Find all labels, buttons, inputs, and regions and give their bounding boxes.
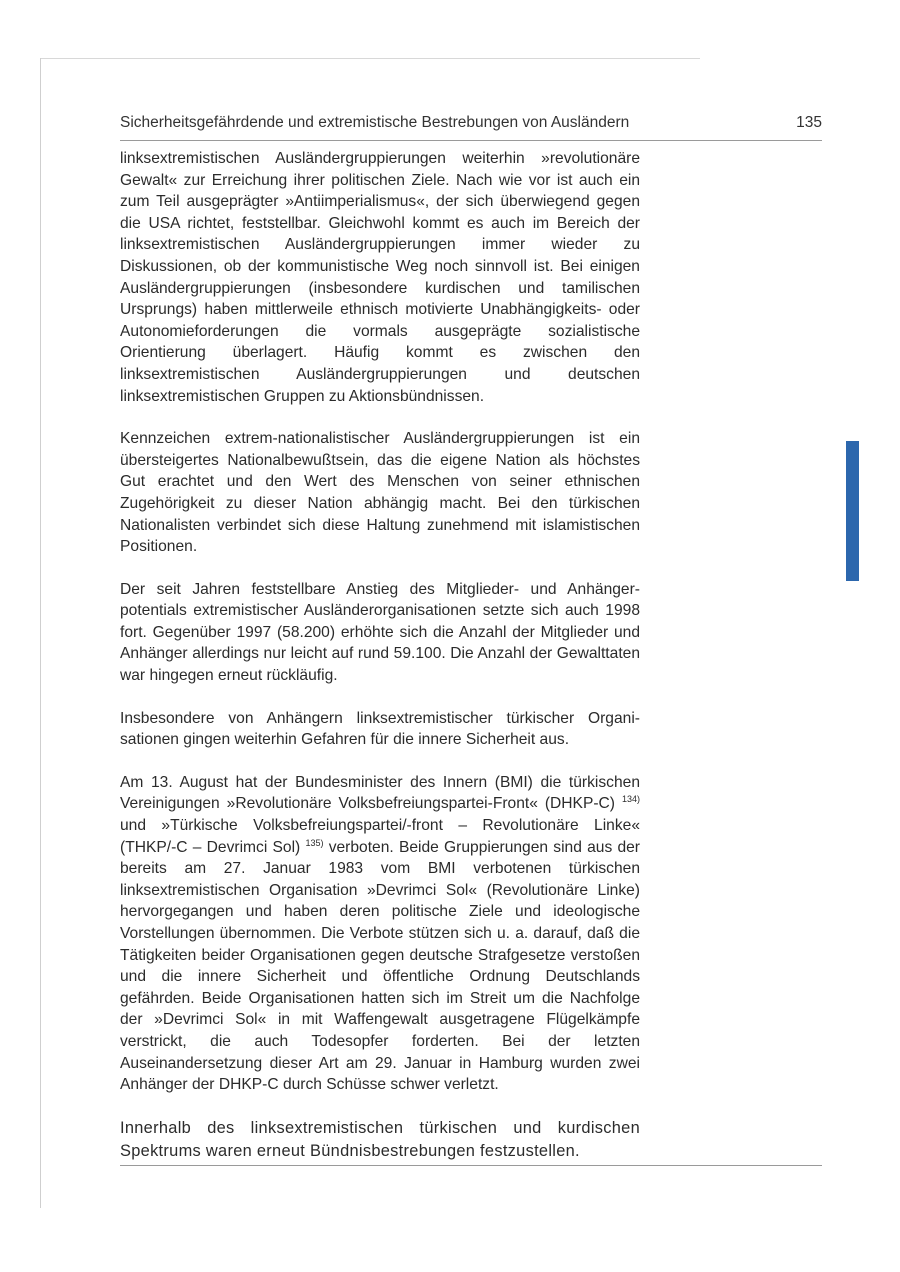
footnote-ref-134: 134) xyxy=(621,794,640,805)
paragraph-6: Innerhalb des linksextremistischen türkischen und kurdischen Spektrums waren erneut Bündnisbestrebungen festzustellen. xyxy=(120,1118,640,1160)
paragraph-5 xyxy=(120,772,640,1096)
header-rule xyxy=(120,140,822,141)
scan-edge-top xyxy=(40,58,700,59)
page-number: 135 xyxy=(796,114,822,131)
paragraph-5-text-b: und »Türkische Volksbefreiungspartei/-front – Revolutionäre Linke« (THKP/-C – Devrimci Sol) xyxy=(120,817,640,856)
paragraph-1: linksextremistischen Ausländergruppierungen weiterhin »revolutionäre Gewalt« zur Erreichung ihrer politischen Ziele. Nach wie vor ist auch ein zum Teil ausgeprägter »Antiimperialismus«, der sich überwiegend gegen die USA richtet, feststellbar. Gleichwohl kommt es auch im Bereich der linksextremistischen Ausländergruppierungen immer wieder zu Diskussionen, ob der kommunistische Weg noch sinnvoll ist. Bei einigen Ausländergruppierungen (insbesondere kurdischen und tamilischen Ursprungs) haben mittlerweile ethnisch motivierte Unabhängigkeits- oder Autonomieforderungen die vormals ausgeprägte sozialistische Orientierung überlagert. Häufig kommt es zwischen den linksextremistischen Ausländergruppierungen und deutschen linksextremistischen Gruppen zu Aktionsbündnissen. xyxy=(120,150,640,405)
footer-rule xyxy=(120,1165,822,1166)
body-text xyxy=(120,148,640,1184)
paragraph-4: Insbesondere von Anhängern linksextremistischer türkischer Organisationen gingen weiterhin Gefahren für die innere Sicherheit aus. xyxy=(120,709,640,749)
paragraph-3: Der seit Jahren feststellbare Anstieg des Mitglieder- und Anhängerpotentials extremistischer Ausländerorganisationen setzte sich auch 1998 fort. Gegenüber 1997 (58.200) erhöhte sich die Anzahl der Mitglieder und Anhänger allerdings nur leicht auf rund 59.100. Die Anzahl der Gewalttaten war hingegen erneut rückläufig. xyxy=(120,580,640,685)
paragraph-2: Kennzeichen extrem-nationalistischer Ausländergruppierungen ist ein übersteigertes Nationalbewußtsein, das die eigene Nation als höchstes Gut erachtet und den Wert des Menschen von seiner ethnischen Zugehörigkeit zu dieser Nation abhängig macht. Bei den türkischen Nationalisten verbindet sich diese Haltung zunehmend mit islamistischen Positionen. xyxy=(120,430,640,556)
running-title: Sicherheitsgefährdende und extremistische Bestrebungen von Ausländern xyxy=(120,114,630,131)
paragraph-5-text-c: verboten. Beide Gruppierungen sind aus der bereits am 27. Januar 1983 vom BMI verbotenen türkischen linksextremistischen Organisation »Devrimci Sol« (Revolutionäre Linke) hervorgegangen und haben deren politische Ziele und ideologische Vorstellungen übernommen. Die Verbote stützen sich u. a. darauf, daß die Tätigkeiten beider Organisationen gegen deutsche Strafgesetze verstoßen und die innere Sicherheit und öffentliche Ordnung Deutschlands gefährden. Beide Organisationen hatten sich im Streit um die Nachfolge der »Devrimci Sol« in mit Waffengewalt ausgetragene Flügelkämpfe verstrickt, die auch Todesopfer forderten. Bei der letzten Auseinandersetzung dieser Art am 29. Januar in Hamburg wurden zwei Anhänger der DHKP-C durch Schüsse schwer verletzt. xyxy=(120,838,641,1094)
footnote-ref-135: 135) xyxy=(305,837,324,848)
paragraph-5-text-a: Am 13. August hat der Bundesminister des Innern (BMI) die türkischen Vereinigungen »Revolutionäre Volksbefreiungspartei-Front« (DHKP-C) xyxy=(120,773,640,813)
scan-edge-left xyxy=(40,58,41,1208)
running-header xyxy=(120,114,822,132)
chapter-marker xyxy=(846,441,859,581)
